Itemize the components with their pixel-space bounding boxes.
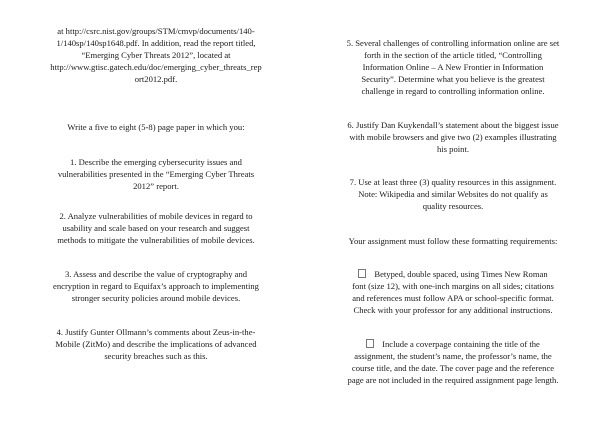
text-line: http://www.gtisc.gatech.edu/doc/emerging_cyber_threats_rep xyxy=(50,62,262,72)
requirement-item-1 xyxy=(22,156,290,192)
requirement-item-3 xyxy=(22,268,290,304)
text-line: stronger security policies around mobile devices. xyxy=(71,293,241,303)
text-line: “Emerging Cyber Threats 2012”, located at xyxy=(81,50,231,60)
text-line: 2012” report. xyxy=(133,181,179,191)
text-line: page are not included in the required assignment page length. xyxy=(347,375,559,385)
text-line: Write a five to eight (5-8) page paper in which you: xyxy=(67,122,245,132)
text-line: Mobile (ZitMo) and describe the implications of advanced xyxy=(55,339,257,349)
text-line: assignment, the student’s name, the professor’s name, the xyxy=(354,351,552,361)
text-line: Information Online – A New Frontier in Information xyxy=(362,62,544,72)
text-line: security breaches such as this. xyxy=(104,351,208,361)
text-line: Note: Wikipedia and similar Websites do not qualify as xyxy=(358,189,548,199)
text-line: his point. xyxy=(437,144,469,154)
bullet-text: Include a coverpage containing the title of the xyxy=(382,339,540,349)
formatting-bullet-2 xyxy=(322,338,584,386)
formatting-heading xyxy=(322,235,584,247)
assignment-instruction xyxy=(22,121,290,133)
text-line: ort2012.pdf. xyxy=(134,74,178,84)
text-line: Your assignment must follow these formatting requirements: xyxy=(348,236,558,246)
text-line: encryption in regard to Equifax’s approach to implementing xyxy=(53,281,259,291)
text-line: vulnerabilities presented in the “Emerging Cyber Threats xyxy=(57,169,255,179)
text-line: 1. Describe the emerging cybersecurity issues and xyxy=(70,157,242,167)
bullet-text: Betyped, double spaced, using Times New Roman xyxy=(374,269,548,279)
text-line: 3. Assess and describe the value of cryptography and xyxy=(64,269,248,279)
text-line: 2. Analyze vulnerabilities of mobile devices in regard to xyxy=(59,211,253,221)
requirement-item-2 xyxy=(22,210,290,246)
requirement-item-7 xyxy=(322,176,584,212)
text-line: forth in the section of the article titled, “Controlling xyxy=(364,50,542,60)
formatting-bullet-1 xyxy=(322,268,584,316)
requirement-item-6 xyxy=(322,119,584,155)
text-line: 5. Several challenges of controlling information online are set xyxy=(346,38,560,48)
text-line: 6. Justify Dan Kuykendall’s statement about the biggest issue xyxy=(347,120,559,130)
text-line: Security”. Determine what you believe is the greatest xyxy=(361,74,545,84)
text-line: quality resources. xyxy=(422,201,484,211)
text-line xyxy=(322,268,584,280)
requirement-item-5 xyxy=(322,37,584,97)
url-paragraph xyxy=(22,25,290,85)
text-line: 7. Use at least three (3) quality resources in this assignment. xyxy=(349,177,557,187)
text-line: challenge in regard to controlling information online. xyxy=(361,86,545,96)
text-line: at http://csrc.nist.gov/groups/STM/cmvp/documents/140- xyxy=(57,26,255,36)
bullet-box-icon xyxy=(358,269,366,278)
text-line: 4. Justify Gunter Ollmann’s comments about Zeus-in-the- xyxy=(56,327,256,337)
text-line: course title, and the date. The cover page and the reference xyxy=(351,363,555,373)
text-line xyxy=(322,338,584,350)
text-line: with mobile browsers and give two (2) examples illustrating xyxy=(349,132,557,142)
text-line: usability and scale based on your research and suggest xyxy=(62,223,250,233)
text-line: 1/140sp/140sp1648.pdf. In addition, read the report titled, xyxy=(56,38,256,48)
requirement-item-4 xyxy=(22,326,290,362)
text-line: methods to mitigate the vulnerabilities of mobile devices. xyxy=(57,235,255,245)
text-line: Check with your professor for any additional instructions. xyxy=(353,305,553,315)
text-line: font (size 12), with one-inch margins on all sides; citations xyxy=(352,281,554,291)
bullet-box-icon xyxy=(366,339,374,348)
text-line: and references must follow APA or school-specific format. xyxy=(352,293,554,303)
